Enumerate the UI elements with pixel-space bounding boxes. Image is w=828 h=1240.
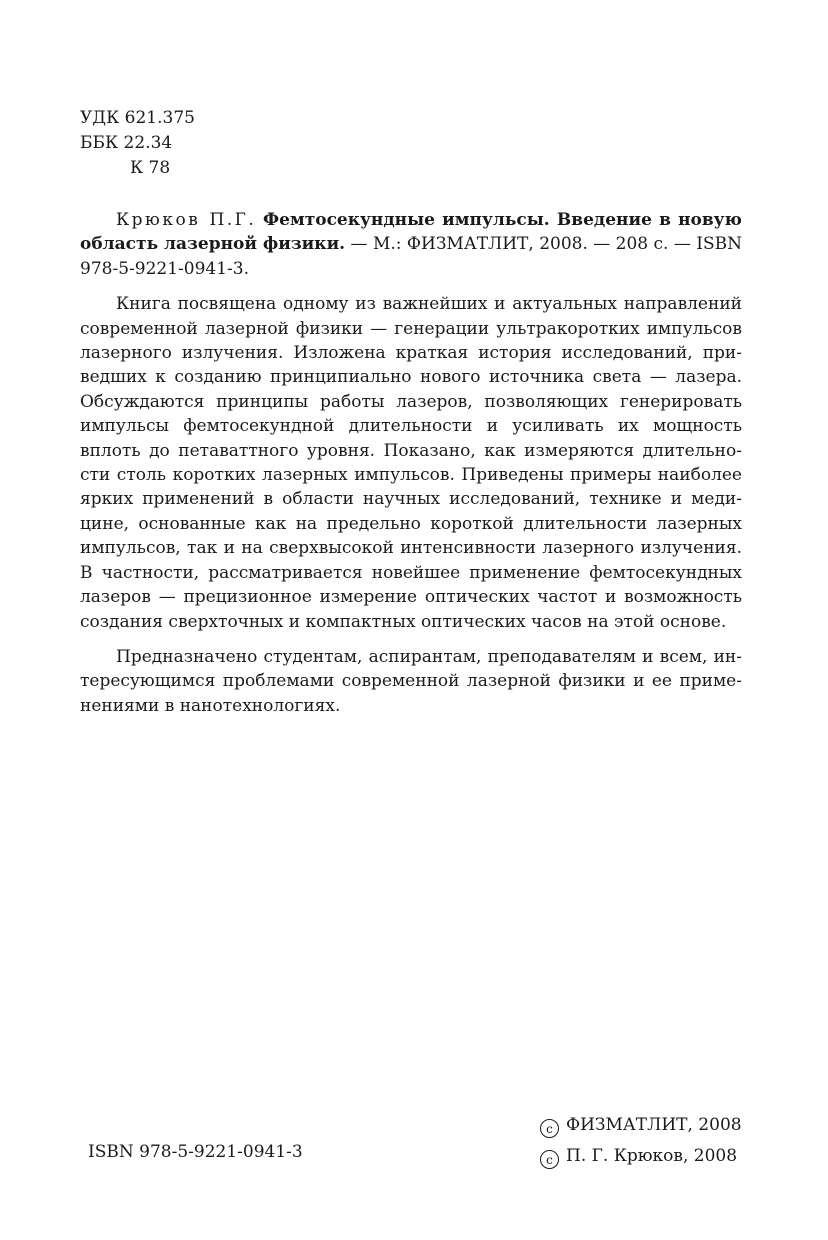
isbn-number: ISBN 978-5-9221-0941-3 bbox=[88, 1142, 303, 1162]
abstract-paragraph: Книга посвящена одному из важнейших и актуальных направлений современной лазерной физики — генерации ультракоротких импульсов лазерного излучения. Изложена краткая история исследований, приведших к созданию принципиально нового источника света — лазера. Обсуждаются принципы работы лазеров, позволяющих генерировать импульсы фемтосекундной длительности и усиливать их мощность вплоть до петаваттного уровня. Показано, как измеряются длительности столь коротких лазерных импульсов. Приведены примеры наиболее ярких применений в области научных исследований, технике и медицине, основанные как на предельно короткой длительности лазерных импульсов, так и на сверхвысокой интенсивности лазерного излучения. В частности, рассматривается новейшее применение фемтосекундных лазеров — прецизионное измерение оптических частот и возможность создания сверхточных и компактных оптических часов на этой основе. bbox=[80, 294, 742, 632]
copyright-icon: c bbox=[540, 1119, 559, 1138]
bbk-code: ББК 22.34 bbox=[80, 133, 173, 153]
bibliographic-citation bbox=[80, 208, 742, 281]
classification-block bbox=[80, 106, 195, 181]
author-mark: К 78 bbox=[130, 158, 171, 178]
copyright-line-publisher bbox=[540, 1110, 742, 1141]
udk-code: УДК 621.375 bbox=[80, 108, 195, 128]
citation-author: Крюков П.Г. bbox=[116, 210, 257, 230]
citation-title: Фемтосекундные импульсы. Введение в новую область лазерной физики. bbox=[80, 210, 742, 255]
copyright-line-author bbox=[540, 1141, 742, 1172]
copyright-holder: П. Г. Крюков, 2008 bbox=[566, 1146, 738, 1166]
annotation-block bbox=[80, 208, 742, 718]
copyright-block bbox=[540, 1110, 742, 1172]
citation-publication: — М.: ФИЗМАТЛИТ, 2008. — 208 с. — ISBN 978-5-9221-0941-3. bbox=[80, 234, 743, 279]
copyright-icon: c bbox=[540, 1150, 559, 1169]
audience-paragraph: Предназначено студентам, аспирантам, преподавателям и всем, интересующимся проблемами современной лазерной физики и ее применениями в нанотехнологиях. bbox=[80, 646, 742, 716]
copyright-holder: ФИЗМАТЛИТ, 2008 bbox=[566, 1115, 742, 1135]
